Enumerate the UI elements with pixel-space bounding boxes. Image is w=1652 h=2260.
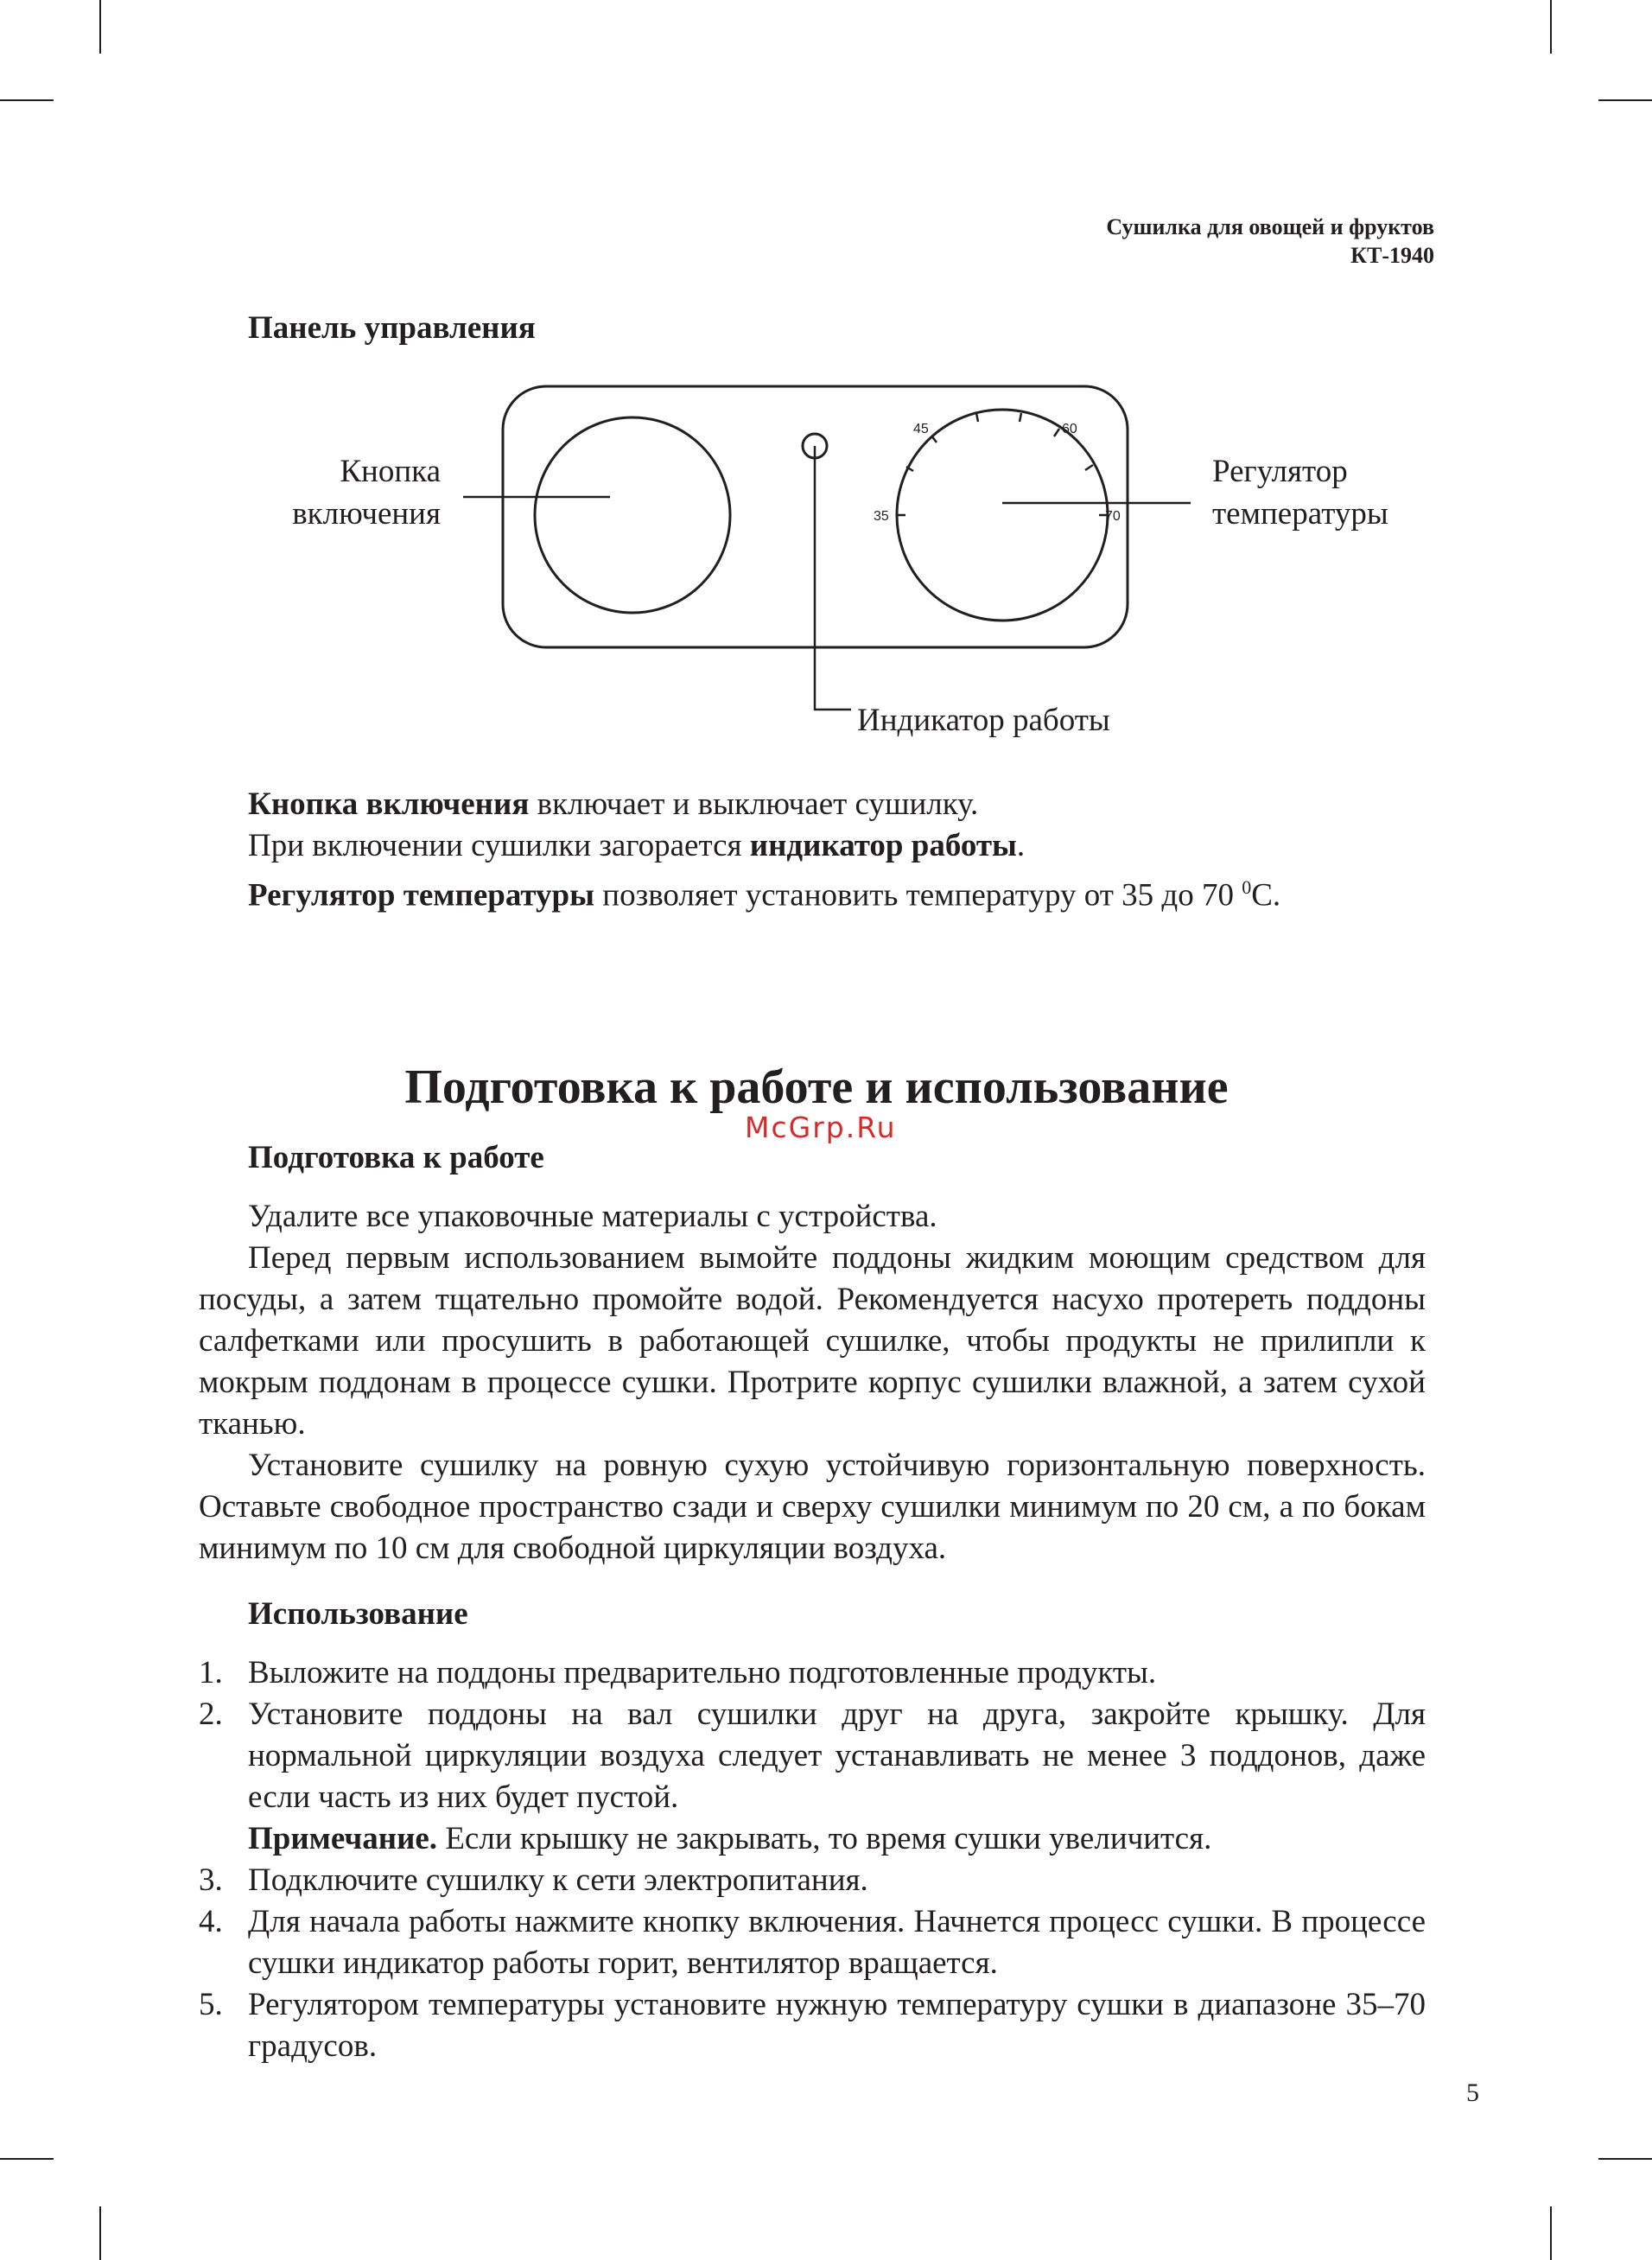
watermark: McGrp.Ru xyxy=(745,1111,897,1144)
dial-mark-70: 70 xyxy=(1105,509,1121,524)
desc-power-button-term: Кнопка включения xyxy=(248,786,530,822)
running-header xyxy=(1106,213,1434,270)
power-button-circle xyxy=(535,417,730,613)
page-number: 5 xyxy=(1466,2079,1479,2107)
list-item xyxy=(199,1652,1426,1694)
note xyxy=(199,1818,1426,1860)
dial-mark-60: 60 xyxy=(1062,422,1077,436)
crop-mark-bottom-right-v xyxy=(1550,2206,1552,2260)
step-number: 1. xyxy=(199,1655,223,1690)
note-label: Примечание. xyxy=(248,1821,438,1856)
usage-heading: Использование xyxy=(248,1596,468,1632)
label-thermostat xyxy=(1212,450,1388,535)
desc-line-2-end: . xyxy=(1016,828,1026,863)
step-number: 2. xyxy=(199,1697,223,1732)
desc-indicator-term: индикатор работы xyxy=(749,828,1017,863)
step-number: 4. xyxy=(199,1904,223,1939)
thermostat-dial xyxy=(897,410,1108,621)
prep-paragraph-1: Удалите все упаковочные материалы с устройства. xyxy=(248,1199,937,1234)
label-indicator: Индикатор работы xyxy=(857,703,1110,738)
list-item xyxy=(199,1694,1426,1818)
prep-heading: Подготовка к работе xyxy=(248,1140,544,1175)
desc-line-1 xyxy=(248,784,978,825)
prep-paragraph-2: Перед первым использованием вымойте поддоны жидким моющим средством для посуды, а затем тщательно промойте водой. Рекомендуется насухо протереть поддоны салфетками или просушить в работающей сушилке, чтобы продукты не прилипли к мокрым поддонам в процессе сушки. Протрите корпус сушилки влажной, а затем сухой тканью. xyxy=(199,1240,1426,1442)
note-text: Если крышку не закрывать, то время сушки увеличится. xyxy=(437,1821,1212,1856)
step-text: Установите поддоны на вал сушилки друг на друга, закройте крышку. Для нормальной циркуляции воздуха следует устанавливать не менее 3 поддонов, даже если часть из них будет пустой. xyxy=(248,1697,1426,1815)
crop-mark-top-right-v xyxy=(1550,0,1552,54)
step-text: Для начала работы нажмите кнопку включения. Начнется процесс сушки. В процессе сушки индикатор работы горит, вентилятор вращается. xyxy=(248,1904,1426,1981)
crop-mark-top-left-h xyxy=(0,99,54,101)
label-power-button-line1: Кнопка xyxy=(340,454,441,489)
desc-line-1-text: включает и выключает сушилку. xyxy=(529,786,979,822)
step-text: Подключите сушилку к сети электропитания. xyxy=(248,1862,868,1898)
desc-line-2 xyxy=(248,825,1025,867)
desc-line-2-start: При включении сушилки загорается xyxy=(248,828,750,863)
indicator-leader xyxy=(815,446,851,710)
crop-mark-top-left-v xyxy=(99,0,101,54)
usage-steps xyxy=(199,1652,1426,2067)
label-power-button xyxy=(292,450,441,535)
step-number: 5. xyxy=(199,1987,223,2022)
label-thermostat-line2: температуры xyxy=(1212,496,1388,532)
list-item xyxy=(199,1984,1426,2067)
section-title: Подготовка к работе и использование xyxy=(404,1060,1229,1114)
control-panel-diagram xyxy=(0,363,1652,761)
prep-paragraph-3: Установите сушилку на ровную сухую устойчивую горизонтальную поверхность. Оставьте свободное пространство сзади и сверху сушилки минимум по 20 см, а по бокам минимум по 10 см для свободной циркуляции воздуха. xyxy=(199,1448,1426,1566)
dial-mark-35: 35 xyxy=(874,509,889,524)
crop-mark-top-right-h xyxy=(1598,99,1652,101)
desc-thermostat-term: Регулятор температуры xyxy=(248,877,595,914)
crop-mark-bottom-left-v xyxy=(99,2206,101,2260)
control-panel-heading: Панель управления xyxy=(248,310,536,346)
label-power-button-line2: включения xyxy=(292,496,441,532)
step-text: Выложите на поддоны предварительно подготовленные продукты. xyxy=(248,1655,1157,1690)
header-model: КТ-1940 xyxy=(1350,243,1434,268)
desc-line-3 xyxy=(248,867,1280,916)
crop-mark-bottom-right-h xyxy=(1598,2158,1652,2160)
label-thermostat-line1: Регулятор xyxy=(1212,454,1348,489)
dial-mark-45: 45 xyxy=(913,422,929,436)
list-item xyxy=(199,1901,1426,1984)
header-product: Сушилка для овощей и фруктов xyxy=(1106,214,1434,239)
step-number: 3. xyxy=(199,1862,223,1898)
step-text: Регулятором температуры установите нужную температуру сушки в диапазоне 35–70 градусов. xyxy=(248,1987,1426,2064)
degree-superscript: 0 xyxy=(1242,876,1252,898)
desc-line-3-text: позволяет установить температуру от 35 до 70 xyxy=(594,877,1242,914)
list-item xyxy=(199,1860,1426,1901)
crop-mark-bottom-left-h xyxy=(0,2158,54,2160)
desc-line-3-unit: С. xyxy=(1251,877,1281,914)
